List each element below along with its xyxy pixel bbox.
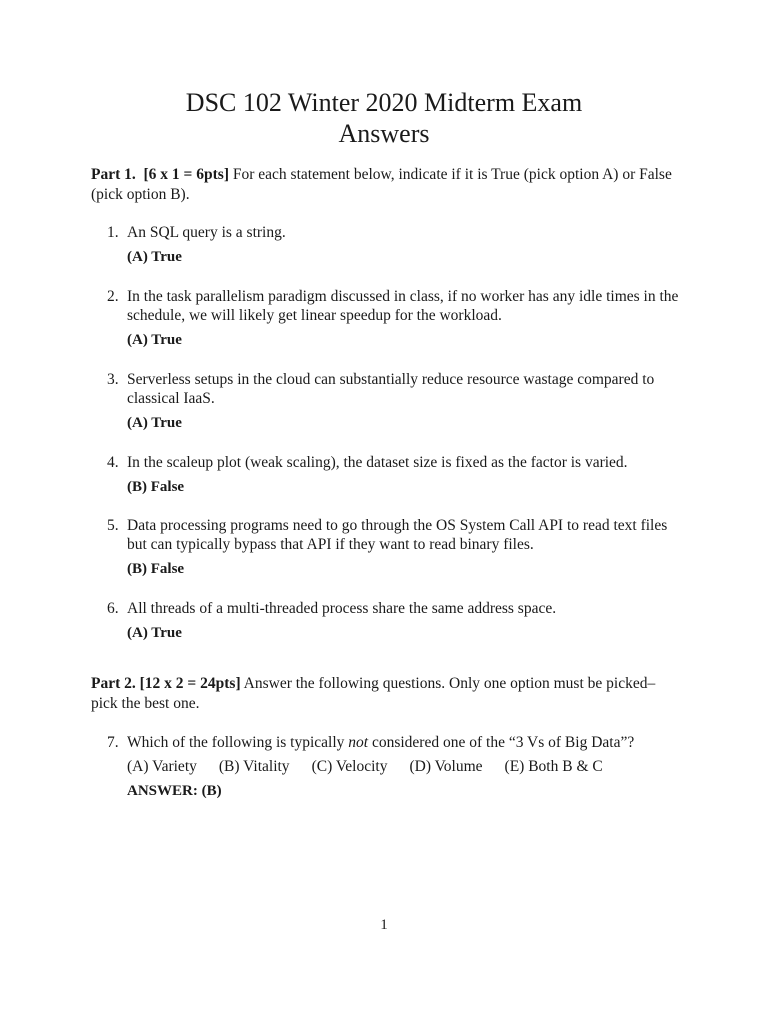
part1-label: Part 1. xyxy=(91,166,136,183)
question-1-answer: (A) True xyxy=(127,249,182,265)
question-2 xyxy=(107,287,683,325)
question-7-options xyxy=(127,758,687,776)
question-number: 2. xyxy=(107,288,119,305)
question-5 xyxy=(107,516,683,554)
option-c: (C) Velocity xyxy=(311,758,388,775)
question-text: Data processing programs need to go through the OS System Call API to read text files but can typically bypass that API if they want to read binary files. xyxy=(127,517,668,553)
question-number: 6. xyxy=(107,600,119,617)
option-b: (B) Vitality xyxy=(218,758,290,775)
part1-points: [6 x 1 = 6pts] xyxy=(143,166,229,183)
part1-instructions: For each statement below, indicate if it is True (pick option A) or False (pick option B). xyxy=(91,166,672,203)
question-6 xyxy=(107,599,683,618)
question-7 xyxy=(107,733,683,752)
part2-points: [12 x 2 = 24pts] xyxy=(139,675,241,692)
question-2-answer: (A) True xyxy=(127,332,182,348)
page-title: DSC 102 Winter 2020 Midterm Exam xyxy=(185,88,583,117)
question-number: 7. xyxy=(107,734,119,751)
question-text: In the scaleup plot (weak scaling), the dataset size is fixed as the factor is varied. xyxy=(127,454,628,471)
option-a: (A) Variety xyxy=(127,758,197,775)
question-text-part: considered one of the “3 Vs of Big Data”? xyxy=(368,734,635,751)
question-text-part: Which of the following is typically xyxy=(127,734,349,751)
question-number: 3. xyxy=(107,371,119,388)
question-7-answer: ANSWER: (B) xyxy=(127,783,222,799)
question-6-answer: (A) True xyxy=(127,625,182,641)
question-text: An SQL query is a string. xyxy=(127,224,286,241)
part2-label: Part 2. xyxy=(91,675,136,692)
option-d: (D) Volume xyxy=(409,758,483,775)
question-3 xyxy=(107,370,683,408)
question-4 xyxy=(107,453,683,472)
question-text: Serverless setups in the cloud can substantially reduce resource wastage compared to classical IaaS. xyxy=(127,371,655,407)
page-number: 1 xyxy=(380,917,388,933)
question-number: 1. xyxy=(107,224,119,241)
part1-header xyxy=(91,165,681,204)
question-1 xyxy=(107,223,683,242)
question-number: 5. xyxy=(107,517,119,534)
question-4-answer: (B) False xyxy=(127,479,185,495)
question-number: 4. xyxy=(107,454,119,471)
question-text xyxy=(127,733,683,752)
page-subtitle: Answers xyxy=(338,119,430,148)
question-emphasis: not xyxy=(348,734,369,751)
question-5-answer: (B) False xyxy=(127,561,185,577)
question-text: All threads of a multi-threaded process share the same address space. xyxy=(127,600,557,617)
part2-instructions: Answer the following questions. Only one option must be picked–pick the best one. xyxy=(91,675,656,712)
question-text: In the task parallelism paradigm discussed in class, if no worker has any idle times in the schedule, we will likely get linear speedup for the workload. xyxy=(127,288,679,324)
option-e: (E) Both B & C xyxy=(504,758,603,775)
question-3-answer: (A) True xyxy=(127,415,182,431)
part2-header xyxy=(91,674,681,713)
